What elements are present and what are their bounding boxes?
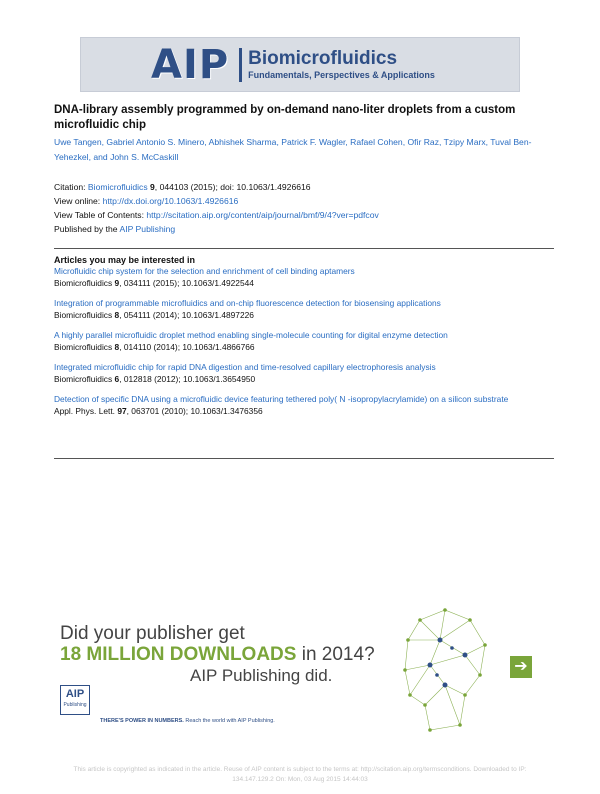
view-online-link[interactable]: http://dx.doi.org/10.1063/1.4926616 bbox=[102, 196, 239, 206]
article-title: DNA-library assembly programmed by on-demand nano-liter droplets from a custom microfluidic chip bbox=[54, 104, 516, 131]
related-article-link[interactable]: Integrated microfluidic chip for rapid DNA digestion and time-resolved capillary electrophoresis analysis bbox=[54, 362, 436, 372]
arrow-right-icon[interactable]: ➔ bbox=[510, 656, 532, 678]
related-article-link[interactable]: A highly parallel microfluidic droplet method enabling single-molecule counting for digital enzyme detection bbox=[54, 330, 448, 340]
ad-headline: Did your publisher get bbox=[60, 623, 245, 644]
citation-block bbox=[54, 180, 554, 236]
published-row: Published by the AIP Publishing bbox=[54, 224, 176, 234]
list-item: Microfluidic chip system for the selection and enrichment of cell binding aptamers Biomicrofluidics 9, 034111 (2015); 10.1063/1.4922544 bbox=[54, 266, 554, 289]
view-online-row: View online: http://dx.doi.org/10.1063/1.4926616 bbox=[54, 196, 239, 206]
list-item: Integration of programmable microfluidics and on-chip fluorescence detection for biosensing applications Biomicrofluidics 8, 054111 (2014); 10.1063/1.4897226 bbox=[54, 298, 554, 321]
citation-journal-link[interactable]: Biomicrofluidics bbox=[87, 182, 148, 192]
copyright-footer: This article is copyrighted as indicated in the article. Reuse of AIP content is subject to the terms at: http://scitation.aip.org/termsconditions. Downloaded to IP: 134.147.129.2 On: Mon, 03 Aug 2015 14:44:03 bbox=[73, 766, 527, 783]
ad-downloads: 18 MILLION DOWNLOADS in 2014? bbox=[60, 644, 375, 665]
list-item: A highly parallel microfluidic droplet method enabling single-molecule counting for digital enzyme detection Biomicrofluidics 8, 014110 (2014); 10.1063/1.4866766 bbox=[54, 330, 554, 353]
related-article-link[interactable]: Integration of programmable microfluidics and on-chip fluorescence detection for biosensing applications bbox=[54, 298, 441, 308]
toc-row: View Table of Contents: http://scitation.aip.org/content/aip/journal/bmf/9/4?ver=pdfcov bbox=[54, 210, 379, 220]
aip-logo: AIP bbox=[151, 41, 230, 88]
banner-divider bbox=[239, 48, 242, 82]
list-item: Detection of specific DNA using a microfluidic device featuring tethered poly( N -isopropylacrylamide) on a silicon substrate Appl. Phys. Lett. 97, 063701 (2010); 10.1063/1.3476356 bbox=[54, 394, 554, 417]
journal-name: Biomicrofluidics bbox=[248, 47, 398, 69]
section-divider bbox=[54, 458, 554, 459]
author-list[interactable]: Uwe Tangen, Gabriel Antonio S. Minero, Abhishek Sharma, Patrick F. Wagler, Rafael Cohen, Ofir Raz, Tzipy Marx, Tuval Ben-Yehezkel, and John S. McCaskill bbox=[54, 137, 532, 162]
related-articles bbox=[54, 248, 554, 426]
citation-row: Citation: Biomicrofluidics 9, 044103 (2015); doi: 10.1063/1.4926616 bbox=[54, 182, 311, 192]
list-item: Integrated microfluidic chip for rapid DNA digestion and time-resolved capillary electrophoresis analysis Biomicrofluidics 6, 012818 (2012); 10.1063/1.3654950 bbox=[54, 362, 554, 385]
related-article-link[interactable]: Microfluidic chip system for the selection and enrichment of cell binding aptamers bbox=[54, 266, 355, 276]
publisher-link[interactable]: AIP Publishing bbox=[119, 224, 176, 234]
ad-slogan: THERE'S POWER IN NUMBERS. Reach the world with AIP Publishing. bbox=[100, 718, 275, 724]
ad-tagline: AIP Publishing did. bbox=[190, 666, 333, 685]
journal-banner bbox=[80, 37, 520, 92]
related-article-link[interactable]: Detection of specific DNA using a microfluidic device featuring tethered poly( N -isopropylacrylamide) on a silicon substrate bbox=[54, 394, 509, 404]
network-head-icon bbox=[390, 600, 500, 740]
advertisement[interactable] bbox=[55, 600, 545, 740]
aip-publishing-logo: AIP Publishing bbox=[60, 685, 90, 715]
toc-link[interactable]: http://scitation.aip.org/content/aip/journal/bmf/9/4?ver=pdfcov bbox=[146, 210, 379, 220]
journal-subtitle: Fundamentals, Perspectives & Applications bbox=[248, 69, 435, 80]
related-articles-heading: Articles you may be interested in bbox=[54, 255, 196, 265]
